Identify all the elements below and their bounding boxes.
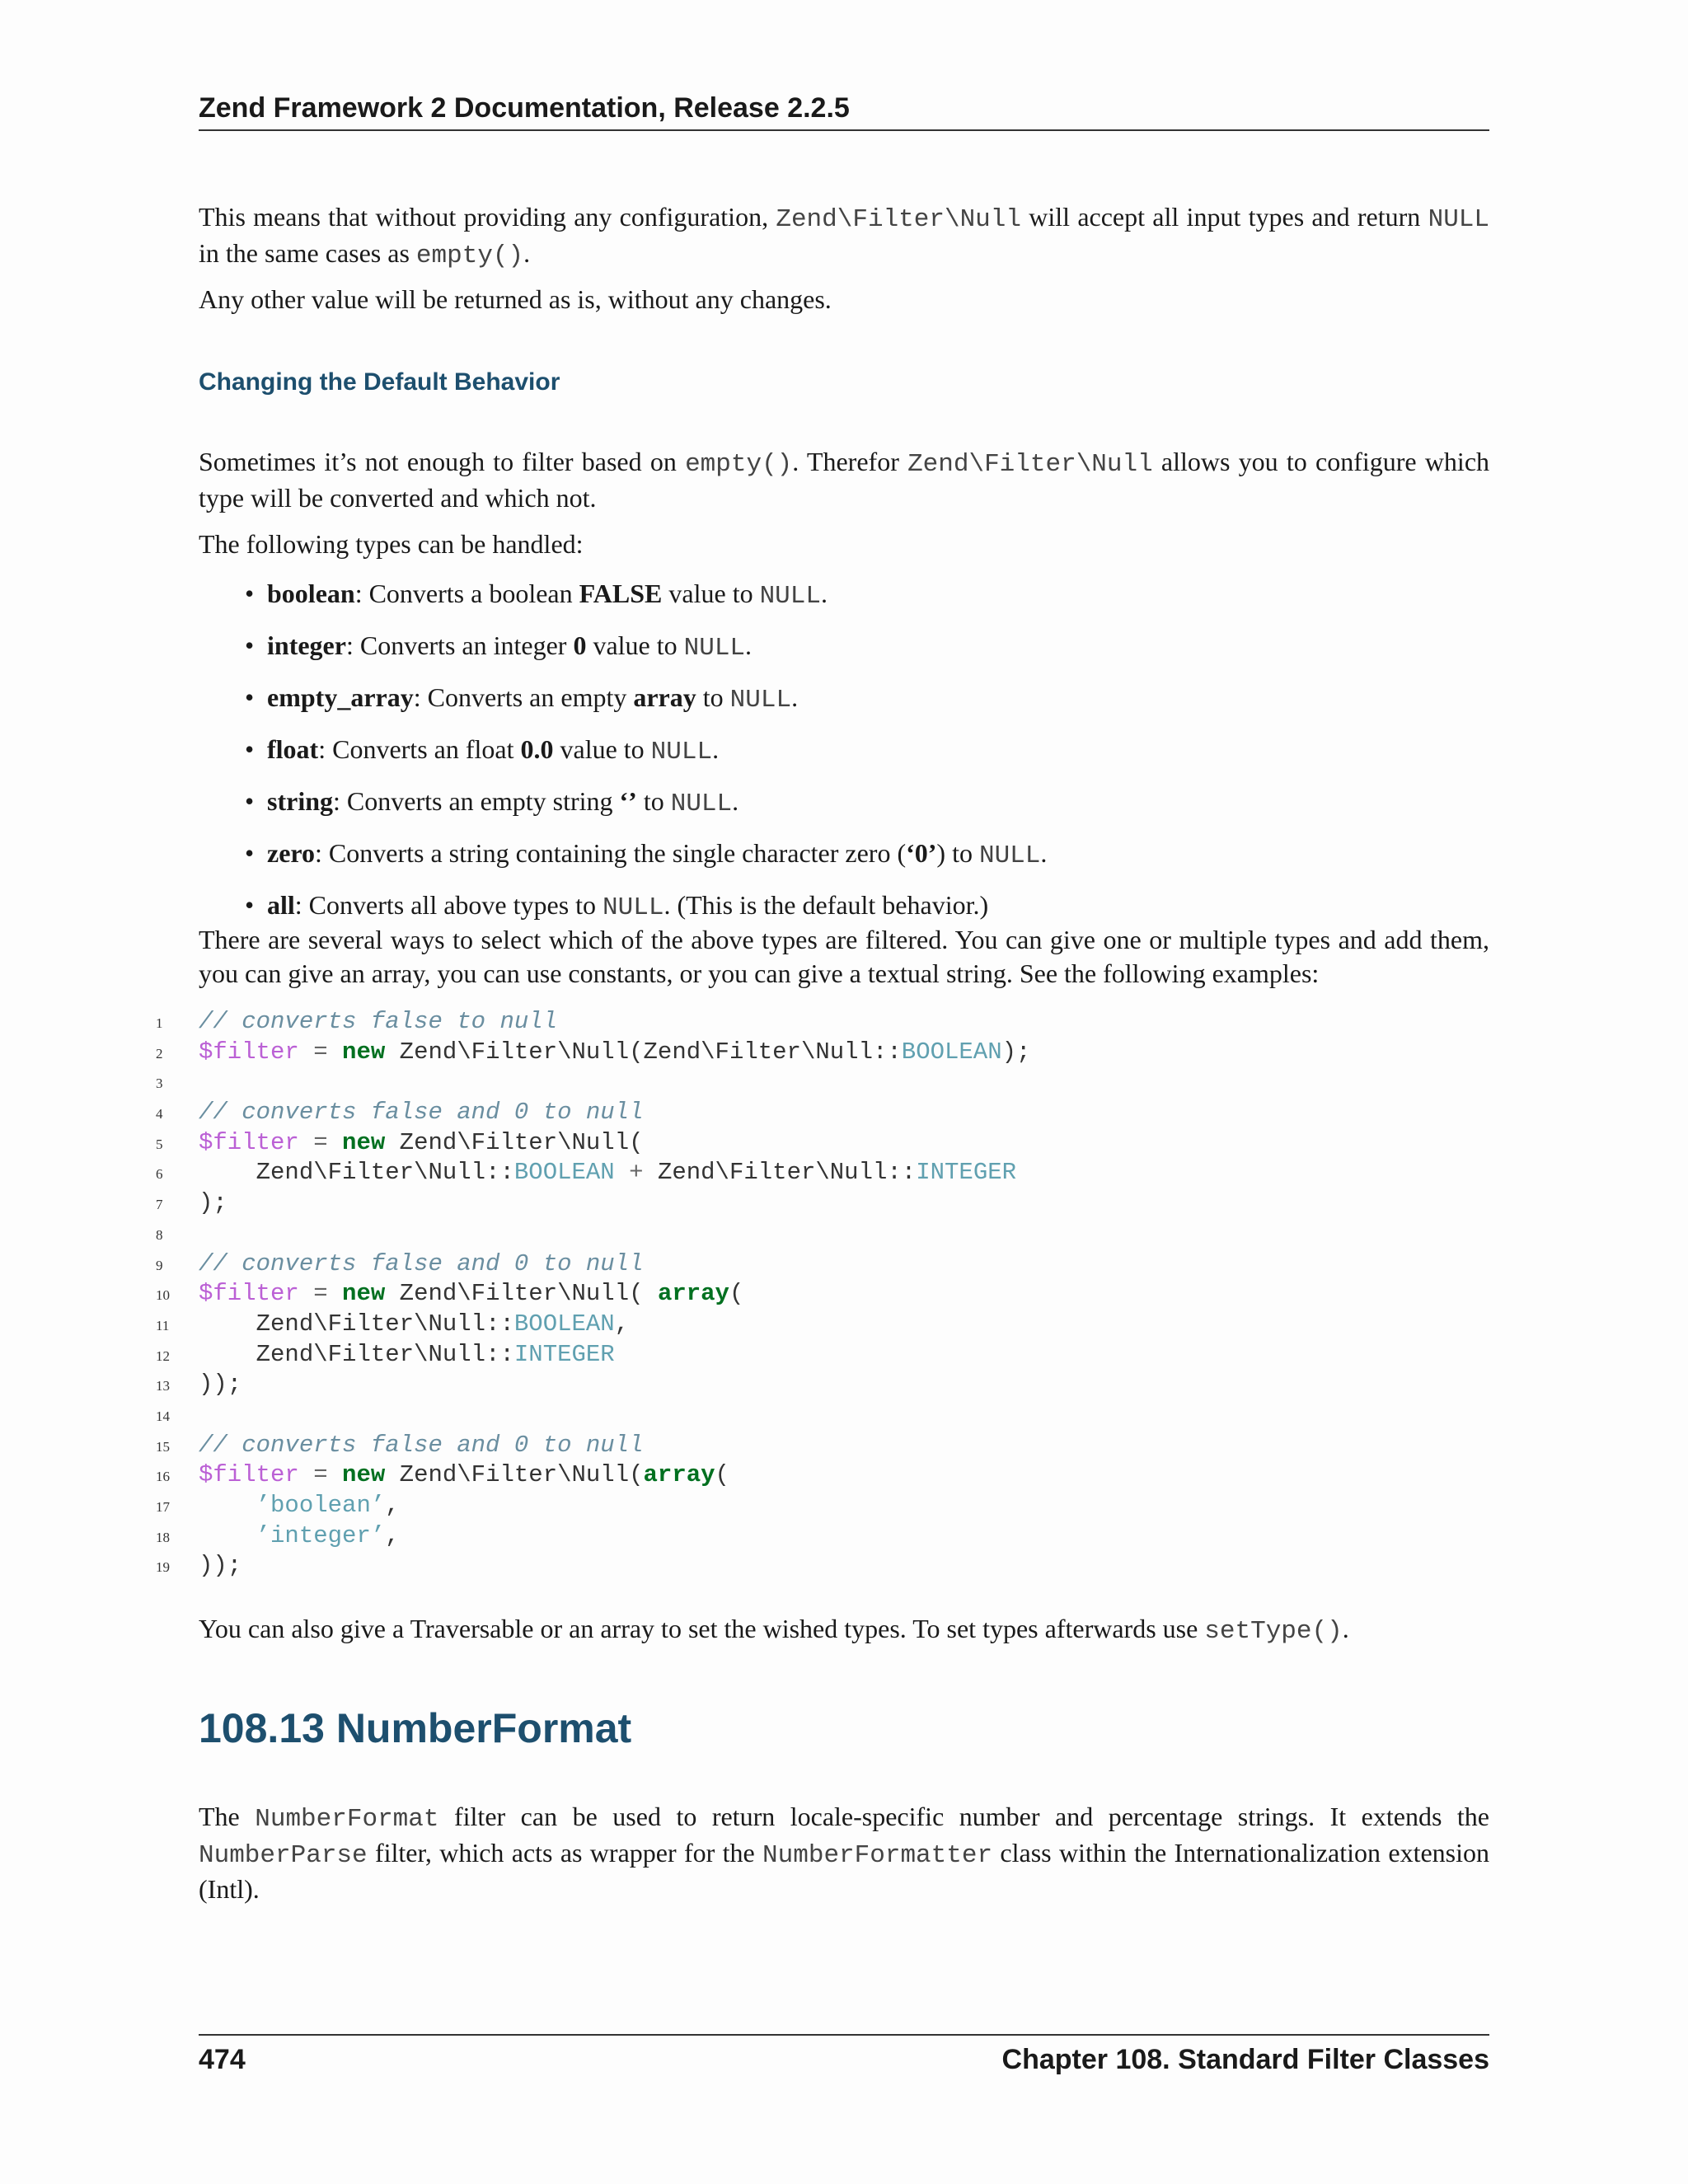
bold-text: 0 <box>573 630 587 660</box>
inline-code: NULL <box>670 790 733 818</box>
code-variable: $filter <box>199 1280 299 1308</box>
text: filter, which acts as wrapper for the <box>367 1838 763 1868</box>
code-line <box>149 1219 1489 1249</box>
subheading: Changing the Default Behavior <box>199 368 560 396</box>
line-number: 9 <box>156 1257 163 1273</box>
inline-code: NULL <box>603 893 664 922</box>
list-item <box>245 577 1047 613</box>
type-name: integer <box>267 630 346 660</box>
code-operator: = <box>313 1038 328 1066</box>
code-line <box>149 1460 1489 1491</box>
inline-code: NULL <box>759 582 821 611</box>
code-line <box>149 1340 1489 1371</box>
text: to <box>636 786 671 816</box>
inline-code: empty() <box>415 241 524 270</box>
line-number: 4 <box>156 1106 163 1122</box>
code-constant: BOOLEAN <box>513 1310 615 1338</box>
code-string: ’integer’ <box>256 1521 386 1549</box>
line-number: 15 <box>156 1438 170 1455</box>
page-number: 474 <box>199 2044 246 2075</box>
text: value to <box>553 734 651 764</box>
text: . <box>732 786 739 816</box>
code-line <box>149 1007 1489 1038</box>
text: This means that without providing any configuration, <box>199 202 776 232</box>
line-number: 11 <box>156 1317 170 1333</box>
code-variable: $filter <box>199 1038 299 1066</box>
line-number: 7 <box>156 1197 163 1213</box>
bullet-icon: • <box>245 786 255 816</box>
code-comment: // converts false and 0 to null <box>199 1431 644 1459</box>
inline-code: setType() <box>1204 1617 1343 1646</box>
text: will accept all input types and return <box>1021 202 1428 232</box>
code-line <box>149 1400 1489 1431</box>
inline-code: NULL <box>1428 205 1490 234</box>
line-number: 10 <box>156 1287 170 1304</box>
code-variable: $filter <box>199 1128 299 1156</box>
inline-code: NumberFormatter <box>762 1841 993 1870</box>
code-line <box>149 1370 1489 1400</box>
type-name: zero <box>267 838 316 868</box>
code-keyword: array <box>657 1280 729 1308</box>
paragraph-intro <box>199 200 1489 273</box>
bullet-icon: • <box>245 838 255 868</box>
code-text: ( <box>715 1461 729 1489</box>
code-line <box>149 1431 1489 1461</box>
line-number: 16 <box>156 1469 170 1485</box>
code-text: Zend\Filter\Null( <box>399 1128 644 1156</box>
text: . <box>523 238 531 268</box>
line-number: 3 <box>156 1076 163 1092</box>
code-operator: = <box>313 1461 328 1489</box>
code-keyword: array <box>643 1461 715 1489</box>
type-name: float <box>267 734 319 764</box>
text: The <box>199 1802 256 1831</box>
code-operator: = <box>313 1128 328 1156</box>
line-number: 6 <box>156 1166 163 1183</box>
paragraph-other-values: Any other value will be returned as is, without any changes. <box>199 284 832 314</box>
code-text: ( <box>729 1280 744 1308</box>
list-item <box>245 733 1047 769</box>
code-block <box>149 1007 1489 1582</box>
text: You can also give a Traversable or an array to set the wished types. To set types afterwards use <box>199 1614 1205 1643</box>
text: class within the Internationalization extension (Intl). <box>199 1838 1490 1904</box>
code-constant: INTEGER <box>916 1159 1017 1187</box>
page-footer <box>199 2034 1489 2076</box>
text: : Converts an float <box>318 734 521 764</box>
text: : Converts an integer <box>345 630 574 660</box>
line-number: 17 <box>156 1499 170 1515</box>
line-number: 8 <box>156 1226 163 1243</box>
text: value to <box>662 579 760 608</box>
text: : Converts an empty <box>413 682 634 712</box>
code-line <box>149 1098 1489 1128</box>
code-text: , <box>614 1310 630 1338</box>
code-text: Zend\Filter\Null:: <box>256 1340 514 1368</box>
bullet-icon: • <box>245 630 255 660</box>
text: value to <box>586 630 684 660</box>
code-text: ); <box>199 1189 227 1217</box>
text: : Converts a string containing the single character zero ( <box>315 838 907 868</box>
type-name: all <box>267 890 295 920</box>
code-text: Zend\Filter\Null:: <box>256 1159 514 1187</box>
code-string: ’boolean’ <box>256 1492 386 1519</box>
code-text: )); <box>199 1371 242 1399</box>
text: : Converts all above types to <box>294 890 603 920</box>
code-constant: BOOLEAN <box>513 1159 615 1187</box>
text: ) to <box>936 838 979 868</box>
code-text: Zend\Filter\Null:: <box>643 1038 902 1066</box>
text: . Therefor <box>792 447 908 476</box>
code-line <box>149 1491 1489 1521</box>
list-item <box>245 785 1047 821</box>
code-text: Zend\Filter\Null( <box>399 1280 658 1308</box>
bullet-icon: • <box>245 734 255 764</box>
code-line <box>149 1128 1489 1159</box>
code-keyword: new <box>342 1461 386 1489</box>
code-line <box>149 1279 1489 1310</box>
code-line <box>149 1249 1489 1280</box>
code-constant: INTEGER <box>513 1340 615 1368</box>
text: filter can be used to return locale-specific number and percentage strings. It extends the <box>438 1802 1490 1831</box>
chapter-title: Chapter 108. Standard Filter Classes <box>1001 2044 1489 2075</box>
list-item <box>245 888 1047 925</box>
inline-code: Zend\Filter\Null <box>907 450 1153 479</box>
code-text: , <box>385 1492 400 1519</box>
bold-text: FALSE <box>579 579 663 608</box>
code-line <box>149 1067 1489 1098</box>
list-item <box>245 681 1047 717</box>
text: to <box>696 682 730 712</box>
code-line <box>149 1188 1489 1219</box>
paragraph-numberformat <box>199 1800 1489 1906</box>
text: Sometimes it’s not enough to filter based on <box>199 447 686 476</box>
bullet-icon: • <box>245 579 255 608</box>
code-line <box>149 1038 1489 1068</box>
code-operator: + <box>629 1159 644 1187</box>
code-comment: // converts false and 0 to null <box>199 1249 644 1277</box>
text: allows you to configure which type will be converted and which not. <box>199 447 1490 513</box>
text: in the same cases as <box>199 238 416 268</box>
text: . <box>1342 1614 1349 1643</box>
list-item <box>245 837 1048 873</box>
text: : Converts a boolean <box>354 579 579 608</box>
inline-code: Zend\Filter\Null <box>776 205 1021 234</box>
text: : Converts an empty string <box>333 786 620 816</box>
code-line <box>149 1310 1489 1340</box>
bold-text: ‘’ <box>619 786 637 816</box>
paragraph-types-intro: The following types can be handled: <box>199 529 584 559</box>
bold-text: ‘0’ <box>906 838 937 868</box>
line-number: 5 <box>156 1136 163 1152</box>
code-text: Zend\Filter\Null:: <box>256 1310 514 1338</box>
code-keyword: new <box>342 1128 386 1156</box>
inline-code: NumberFormat <box>255 1805 439 1834</box>
line-number: 1 <box>156 1015 163 1031</box>
bullet-icon: • <box>245 890 255 920</box>
text: . <box>791 682 799 712</box>
line-number: 2 <box>156 1045 163 1062</box>
line-number: 14 <box>156 1408 170 1424</box>
text: . <box>712 734 720 764</box>
types-list <box>245 577 1048 940</box>
code-text: ); <box>1001 1038 1031 1066</box>
line-number: 13 <box>156 1378 170 1394</box>
line-number: 19 <box>156 1559 170 1576</box>
inline-code: NULL <box>650 738 713 766</box>
text: . <box>821 579 828 608</box>
code-line <box>149 1158 1489 1188</box>
code-line <box>149 1551 1489 1582</box>
code-operator: = <box>313 1280 328 1308</box>
code-text: , <box>385 1521 400 1549</box>
paragraph-default-behavior <box>199 445 1489 515</box>
text: . (This is the default behavior.) <box>663 890 989 920</box>
section-heading: 108.13 NumberFormat <box>199 1705 632 1751</box>
code-text: Zend\Filter\Null( <box>399 1461 644 1489</box>
text: . <box>1040 838 1048 868</box>
type-name: empty_array <box>267 682 414 712</box>
code-text: Zend\Filter\Null( <box>399 1038 644 1066</box>
code-text: Zend\Filter\Null:: <box>657 1159 917 1187</box>
bold-text: 0.0 <box>520 734 554 764</box>
paragraph-traversable <box>199 1612 1489 1648</box>
code-constant: BOOLEAN <box>901 1038 1002 1066</box>
running-header: Zend Framework 2 Documentation, Release 2.2.5 <box>199 92 1489 131</box>
inline-code: NULL <box>978 841 1041 870</box>
type-name: string <box>267 786 333 816</box>
list-item <box>245 629 1047 665</box>
inline-code: NULL <box>729 686 792 715</box>
code-text: )); <box>199 1552 242 1580</box>
bullet-icon: • <box>245 682 255 712</box>
bold-text: array <box>633 682 696 712</box>
paragraph-ways: There are several ways to select which of the above types are filtered. You can give one or multiple types and add them, you can give an array, you can use constants, or you can give a textual string. See the following examples: <box>199 925 1489 988</box>
code-keyword: new <box>342 1280 386 1308</box>
type-name: boolean <box>267 579 355 608</box>
code-line <box>149 1521 1489 1552</box>
inline-code: NumberParse <box>199 1841 368 1870</box>
text: . <box>745 630 753 660</box>
code-variable: $filter <box>199 1461 299 1489</box>
inline-code: empty() <box>685 450 793 479</box>
inline-code: NULL <box>683 634 746 663</box>
code-comment: // converts false and 0 to null <box>199 1099 644 1127</box>
line-number: 18 <box>156 1529 170 1545</box>
code-keyword: new <box>342 1038 386 1066</box>
code-comment: // converts false to null <box>199 1008 558 1035</box>
line-number: 12 <box>156 1347 170 1364</box>
